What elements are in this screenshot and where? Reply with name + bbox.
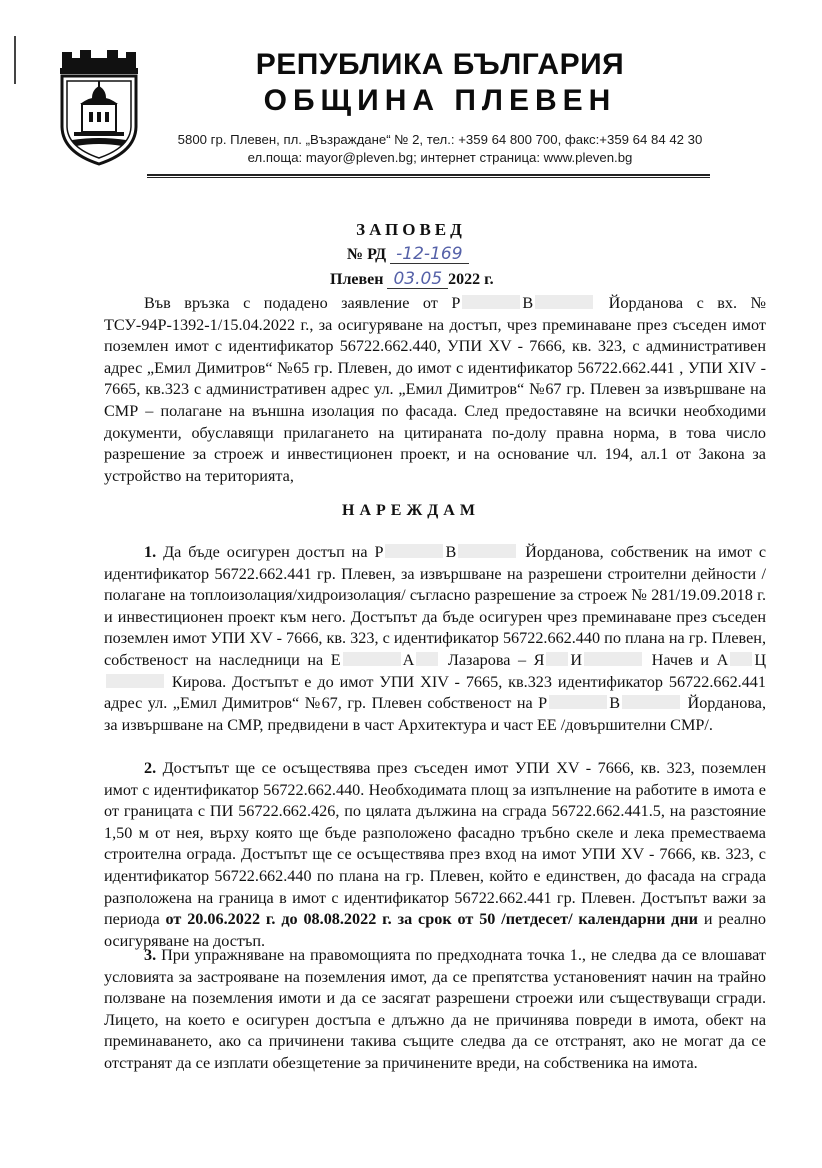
scan-edge-mark xyxy=(14,36,16,84)
item-3-paragraph: 3. При упражняване на правомощията по предходната точка 1., не следва да се влошават условията за застрояване на поземления имот, да се препятства установеният начин на трайно ползване на поземления имоти и да се засягат разрешени строежи или съществуващи сгради. Лицето, на което е осигурен достъпа е длъжно да не причинява повреди в имота, обект на преминаването, ако са причинени такива същите следва да се отстранят, ако не могат да се отстранят да се изплати обезщетение за причинените вреди, на собственика на имота. xyxy=(104,946,767,1072)
order-year: 2022 г. xyxy=(448,271,494,288)
contact-address: 5800 гр. Плевен, пл. „Възраждане“ № 2, тел.: +359 64 800 700, факс:+359 64 84 42 30 xyxy=(177,132,703,147)
order-number-handwritten: -12-169 xyxy=(390,245,468,264)
redaction xyxy=(462,295,520,309)
redaction xyxy=(106,674,164,688)
redaction xyxy=(416,652,438,666)
order-number xyxy=(347,245,469,264)
item-1-paragraph: 1. Да бъде осигурен достъп на Р В Йорданова, собственик на имот с идентификатор 56722.662.441 гр. Плевен, за извършване на разрешени строителни дейности /полагане на топлоизолация/хидроизолация/ съгласно разрешение за строеж № 281/19.09.2018 г. и инвестиционен проект към него. Достъпът да бъде осигурен чрез преминаване през съседен поземлен имот УПИ XV - 7666, кв. 323, с идентификатор 56722.662.440 по плана на гр. Плевен, собственост на наследници на Е А Лазарова – Я И Начев и А Ц Кирова. Достъпът е до имот УПИ XIV - 7665, кв.323 идентификатор 56722.662.441 адрес ул. „Емил Димитров“ №67, гр. Плевен собственост на Р В Йорданова, за извършване на СМР, предвидени в част Архитектура и част ЕЕ /довършителни СМР/. xyxy=(104,543,767,734)
order-date xyxy=(330,270,494,289)
decree-heading: НАРЕЖДАМ xyxy=(342,502,480,519)
order-date-handwritten: 03.05 xyxy=(387,270,448,289)
republic-title: РЕПУБЛИКА БЪЛГАРИЯ xyxy=(255,48,625,81)
redaction xyxy=(385,544,443,558)
redaction xyxy=(535,295,593,309)
header-divider xyxy=(147,174,710,178)
order-title: ЗАПОВЕД xyxy=(356,220,466,239)
item-2-paragraph: 2. Достъпът ще се осъществява през съседен имот УПИ XV - 7666, кв. 323, поземлен имот с идентификатор 56722.662.440. Необходимата площ за изпълнение на работите в имота е от границата с ПИ 56722.662.426, по цялата дължина на сграда 56722.662.441.5, на разстояние 1,50 м от нея, върху която ще бъде разположено фасадно тръбно скеле и лека преместваема строителна ограда. Достъпът ще се осъществява през вход на имот УПИ XV - 7666, кв. 323, с идентификатор 56722.662.440 по плана на гр. Плевен, който е единствен, до фасада на сграда разположена на граница в имот с идентификатор 56722.662.441 гр. Плевен. Достъпът важи за периода от 20.06.2022 г. до 08.08.2022 г. за срок от 50 /петдесет/ календарни дни и реално осигуряване на достъп. xyxy=(104,759,766,950)
municipality-title: ОБЩИНА ПЛЕВЕН xyxy=(263,84,617,117)
redaction xyxy=(549,695,607,709)
redaction xyxy=(584,652,642,666)
order-number-prefix: № РД xyxy=(347,246,387,263)
order-place: Плевен xyxy=(330,271,384,288)
redaction xyxy=(622,695,680,709)
redaction xyxy=(730,652,752,666)
redaction xyxy=(546,652,568,666)
intro-paragraph: Във връзка с подадено заявление от Р В Йорданова с вх. № ТСУ-94Р-1392-1/15.04.2022 г., за осигуряване на достъп, чрез преминаване през съседен имот поземлен имот с идентификатор 56722.662.440, УПИ XV - 7666, кв. 323, с административен адрес „Емил Димитров“ №65 гр. Плевен, до имот с идентификатор 56722.662.441 , УПИ XIV - 7665, кв.323 с административен адрес ул. „Емил Димитров“ №67 гр. Плевен за извършване на СМР – полагане на външна изолация по фасада. След предоставяне на всички необходими документи, обуславящи прилагането на цитираната по-долу правна норма, в това число разрешение за строеж и инвестиционен проект, и на основание чл. 194, ал.1 от Закона за устройство на територията, xyxy=(104,294,767,485)
redaction xyxy=(458,544,516,558)
contact-web: ел.поща: mayor@pleven.bg; интернет страница: www.pleven.bg xyxy=(247,150,633,165)
redaction xyxy=(343,652,401,666)
pleven-coat-of-arms-logo xyxy=(58,46,140,166)
